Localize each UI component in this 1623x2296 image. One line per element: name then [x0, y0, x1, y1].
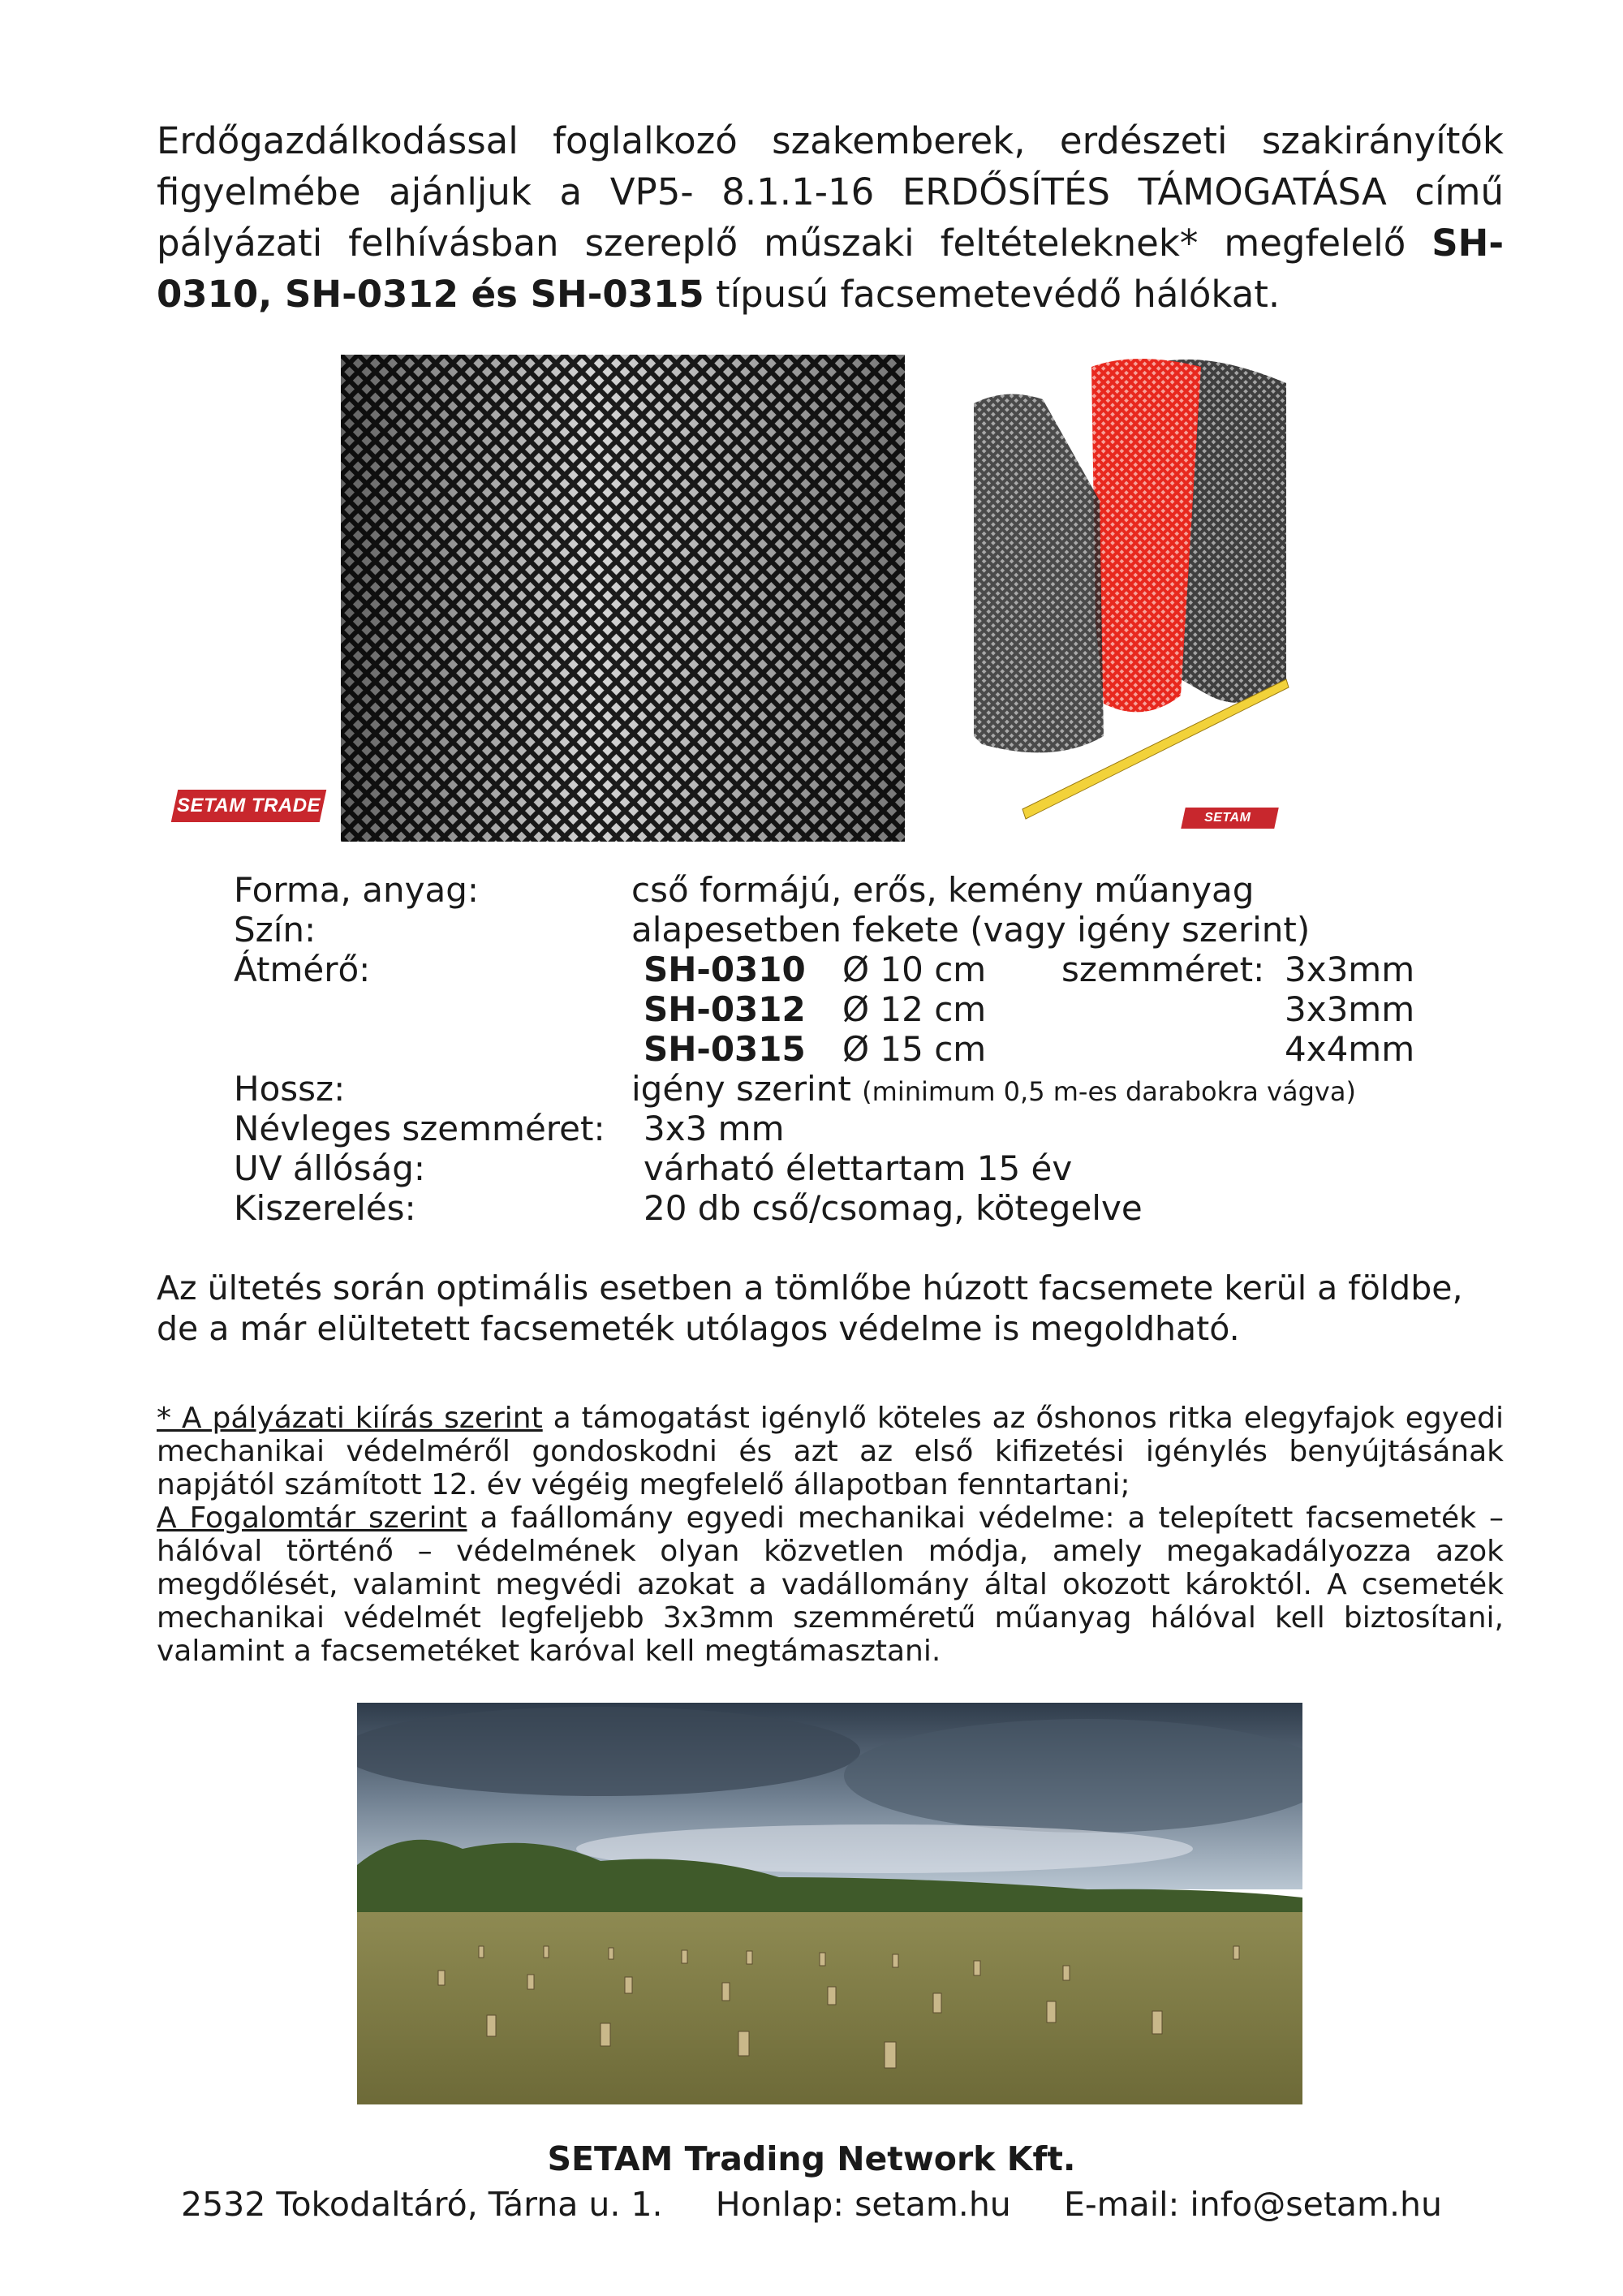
spec-row-forma — [234, 870, 1451, 910]
spec-row-uv — [234, 1148, 1451, 1188]
intro-text-2: típusú facsemetevédő hálókat. — [704, 273, 1281, 316]
spec-row-atmero-1 — [234, 950, 1451, 989]
spec-value: igény szerint — [631, 1069, 851, 1109]
spec-label: Szín: — [234, 910, 316, 950]
spec-row-atmero-3 — [234, 1029, 1451, 1069]
size-diameter: Ø 10 cm — [842, 950, 987, 989]
footnote-glossary: A Fogalomtár szerint a faállomány egyedi mechanikai védelme: a telepített facsemeték – hálóval történő – védelmének olyan közvetlen módja, amely megakadályozza azok megdőlését, valamint megvédi azokat a vadállomány által okozott károktól. A csemeték mechanikai védelmét legfeljebb 3x3mm szemméretű műanyag hálóval kell biztosítani, valamint a facsemetéket karóval kell megtámasztani. — [157, 1501, 1505, 1668]
size-diameter: Ø 12 cm — [842, 989, 987, 1029]
website-link[interactable]: Honlap: setam.hu — [715, 2185, 1011, 2224]
footnote — [157, 1402, 1504, 1668]
size-code: SH-0312 — [644, 989, 806, 1029]
size-mesh: 3x3mm — [1285, 989, 1415, 1029]
spec-value: cső formájú, erős, kemény műanyag — [631, 870, 1255, 910]
spec-value: alapesetben fekete (vagy igény szerint) — [631, 910, 1311, 950]
spec-label: Hossz: — [234, 1069, 346, 1109]
spec-label: Névleges szemméret: — [234, 1109, 605, 1148]
spec-note: (minimum 0,5 m-es darabokra vágva) — [862, 1076, 1356, 1107]
spec-row-nevleges — [234, 1109, 1451, 1148]
size-mesh: 4x4mm — [1285, 1029, 1415, 1069]
size-code: SH-0315 — [644, 1029, 806, 1069]
black-mesh-photo — [341, 355, 905, 842]
spec-row-kiszereles — [234, 1188, 1451, 1228]
size-mesh: 3x3mm — [1285, 950, 1415, 989]
size-diameter: Ø 15 cm — [842, 1029, 987, 1069]
spec-value: várható élettartam 15 év — [644, 1148, 1073, 1188]
setam-trade-badge-small: SETAM TRADE — [1181, 808, 1279, 829]
address: 2532 Tokodaltáró, Tárna u. 1. — [181, 2185, 663, 2224]
spec-label: Kiszerelés: — [234, 1188, 416, 1228]
intro-text-1: Erdőgazdálkodással foglalkozó szakemberek, erdészeti szakirányítók figyelmébe ajánljuk a VP5- 8.1.1-16 ERDŐSÍTÉS TÁMOGATÁSA című pályázati felhívásban szereplő műszaki feltételeknek* megfelelő — [157, 119, 1504, 265]
footnote-tender-heading: * A pályázati kiírás szerint — [157, 1402, 543, 1435]
mesh-label: szemméret: — [1061, 950, 1265, 989]
footnote-tender: * A pályázati kiírás szerint a támogatást igénylő köteles az őshonos ritka elegyfajok egyedi mechanikai védelméről gondoskodni és azt az első kifizetési igénylés benyújtásának napjától számított 12. év végéig megfelelő állapotban fenntartani; — [157, 1402, 1504, 1501]
size-code: SH-0310 — [644, 950, 806, 989]
spec-label: Forma, anyag: — [234, 870, 479, 910]
planted-field-photo — [357, 1703, 1302, 2104]
spec-table — [234, 870, 1451, 1228]
spec-label: UV állóság: — [234, 1148, 426, 1188]
intro-paragraph — [157, 115, 1504, 320]
spec-row-atmero-2 — [234, 989, 1451, 1029]
planting-paragraph — [157, 1268, 1536, 1349]
product-codes: SH-0310, SH-0312 és SH-0315 — [157, 222, 1504, 316]
three-mesh-tubes-photo — [966, 355, 1294, 842]
company-name: SETAM Trading Network Kft. — [547, 2139, 1076, 2178]
planting-line-2: de a már elültetett facsemeték utólagos védelme is megoldható. — [157, 1309, 1240, 1348]
email-link[interactable]: E-mail: info@setam.hu — [1063, 2185, 1442, 2224]
footnote-glossary-heading: A Fogalomtár szerint — [157, 1501, 467, 1535]
contact-line — [0, 2183, 1623, 2225]
planting-line-1: Az ültetés során optimális esetben a tömlőbe húzott facsemete kerül a földbe, — [157, 1269, 1463, 1307]
spec-row-hossz — [234, 1069, 1451, 1109]
spec-value: 3x3 mm — [644, 1109, 785, 1148]
spec-label: Átmérő: — [234, 950, 371, 989]
setam-trade-badge: SETAM TRADE — [171, 790, 327, 822]
spec-value: 20 db cső/csomag, kötegelve — [644, 1188, 1143, 1228]
spec-row-szin — [234, 910, 1451, 950]
